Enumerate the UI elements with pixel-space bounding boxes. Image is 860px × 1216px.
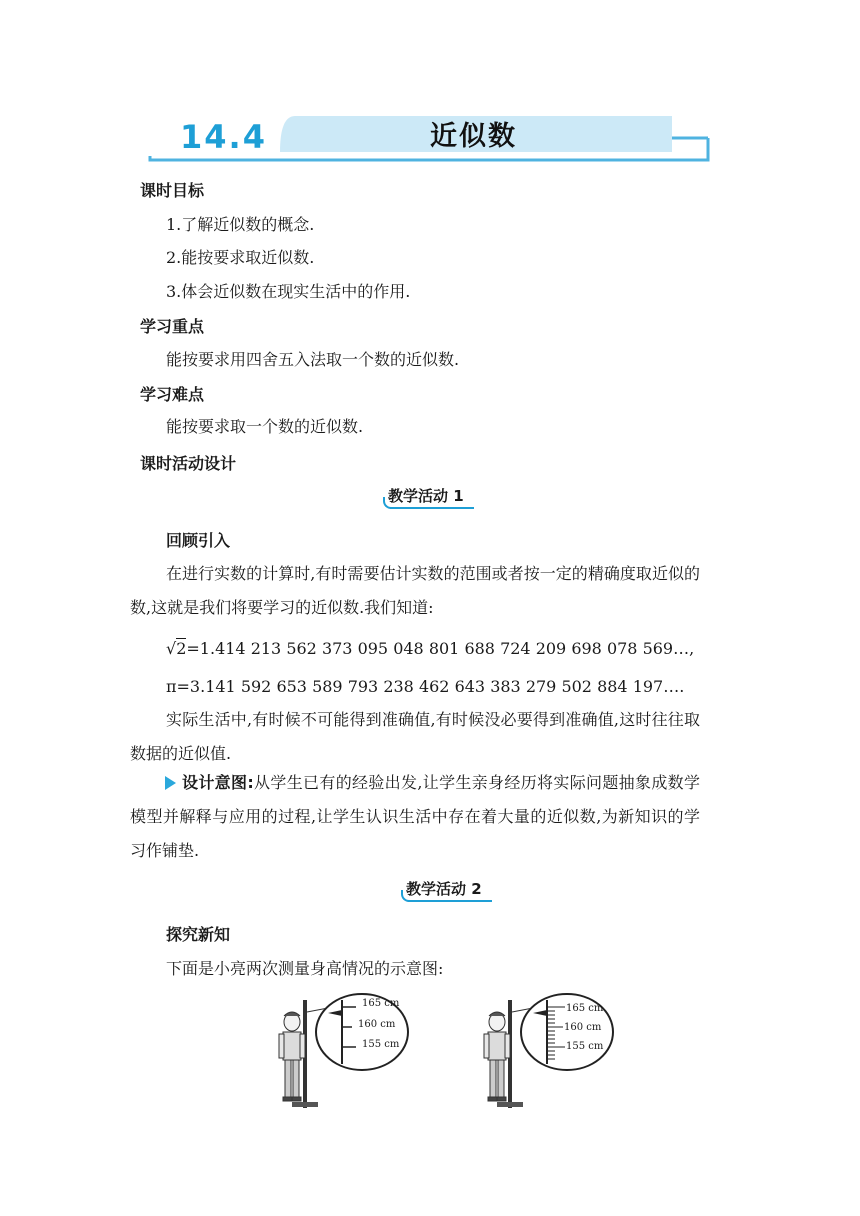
section-title: 近似数 [430, 121, 517, 152]
activity2-text: 下面是小亮两次测量身高情况的示意图: [166, 959, 444, 978]
activity1-subheading: 回顾引入 [166, 531, 231, 550]
objective-item: 2.能按要求取近似数. [166, 248, 315, 267]
sqrt2-value: =1.414 213 562 373 095 048 801 688 724 209 698 078 569…, [186, 639, 695, 658]
objective-item: 1.了解近似数的概念. [166, 215, 315, 234]
difficulties-heading: 学习难点 [140, 385, 205, 404]
activity1-label: 教学活动 1 [388, 487, 464, 505]
activity2-underline [408, 900, 492, 902]
key-points-text: 能按要求用四舍五入法取一个数的近似数. [166, 350, 460, 369]
design-heading: 课时活动设计 [140, 454, 237, 473]
left-tick-165: 165 cm [362, 998, 400, 1009]
left-tick-155: 155 cm [362, 1039, 400, 1050]
activity2-subheading: 探究新知 [166, 925, 231, 944]
difficulties-text: 能按要求取一个数的近似数. [166, 417, 364, 436]
right-tick-165: 165 cm [566, 1003, 604, 1014]
activity2-label: 教学活动 2 [406, 880, 482, 898]
objectives-heading: 课时目标 [140, 181, 205, 200]
activity1-intro: 在进行实数的计算时,有时需要估计实数的范围或者按一定的精确度取近似的数,这就是我们将要学习的近似数.我们知道: [130, 564, 700, 617]
section-number: 14.4 [180, 118, 267, 156]
key-points-heading: 学习重点 [140, 317, 205, 336]
pi-line: π=3.141 592 653 589 793 238 462 643 383 279 502 884 197…. [166, 677, 685, 696]
boy-figure [484, 1012, 510, 1101]
activity1-underline [390, 507, 474, 509]
sqrt-radicand: 2 [176, 639, 187, 658]
boy-figure [279, 1012, 305, 1101]
right-tick-160: 160 cm [564, 1022, 602, 1033]
right-tick-155: 155 cm [566, 1041, 604, 1052]
left-tick-160: 160 cm [358, 1019, 396, 1030]
intent-text: 从学生已有的经验出发,让学生亲身经历将实际问题抽象成数学模型并解释与应用的过程,让学生认识生活中存在着大量的近似数,为新知识的学习作铺垫. [130, 773, 700, 860]
sqrt2-line [166, 636, 694, 662]
height-measure-figure-left [270, 992, 430, 1112]
reality-text: 实际生活中,有时候不可能得到准确值,有时候没必要得到准确值,这时往往取数据的近似值. [130, 710, 700, 763]
height-measure-figure-right [475, 992, 635, 1112]
sqrt-sign: √2 [166, 639, 187, 658]
objective-item: 3.体会近似数在现实生活中的作用. [166, 282, 411, 301]
intent-label: 设计意图: [182, 773, 254, 792]
design-intent [130, 766, 700, 868]
